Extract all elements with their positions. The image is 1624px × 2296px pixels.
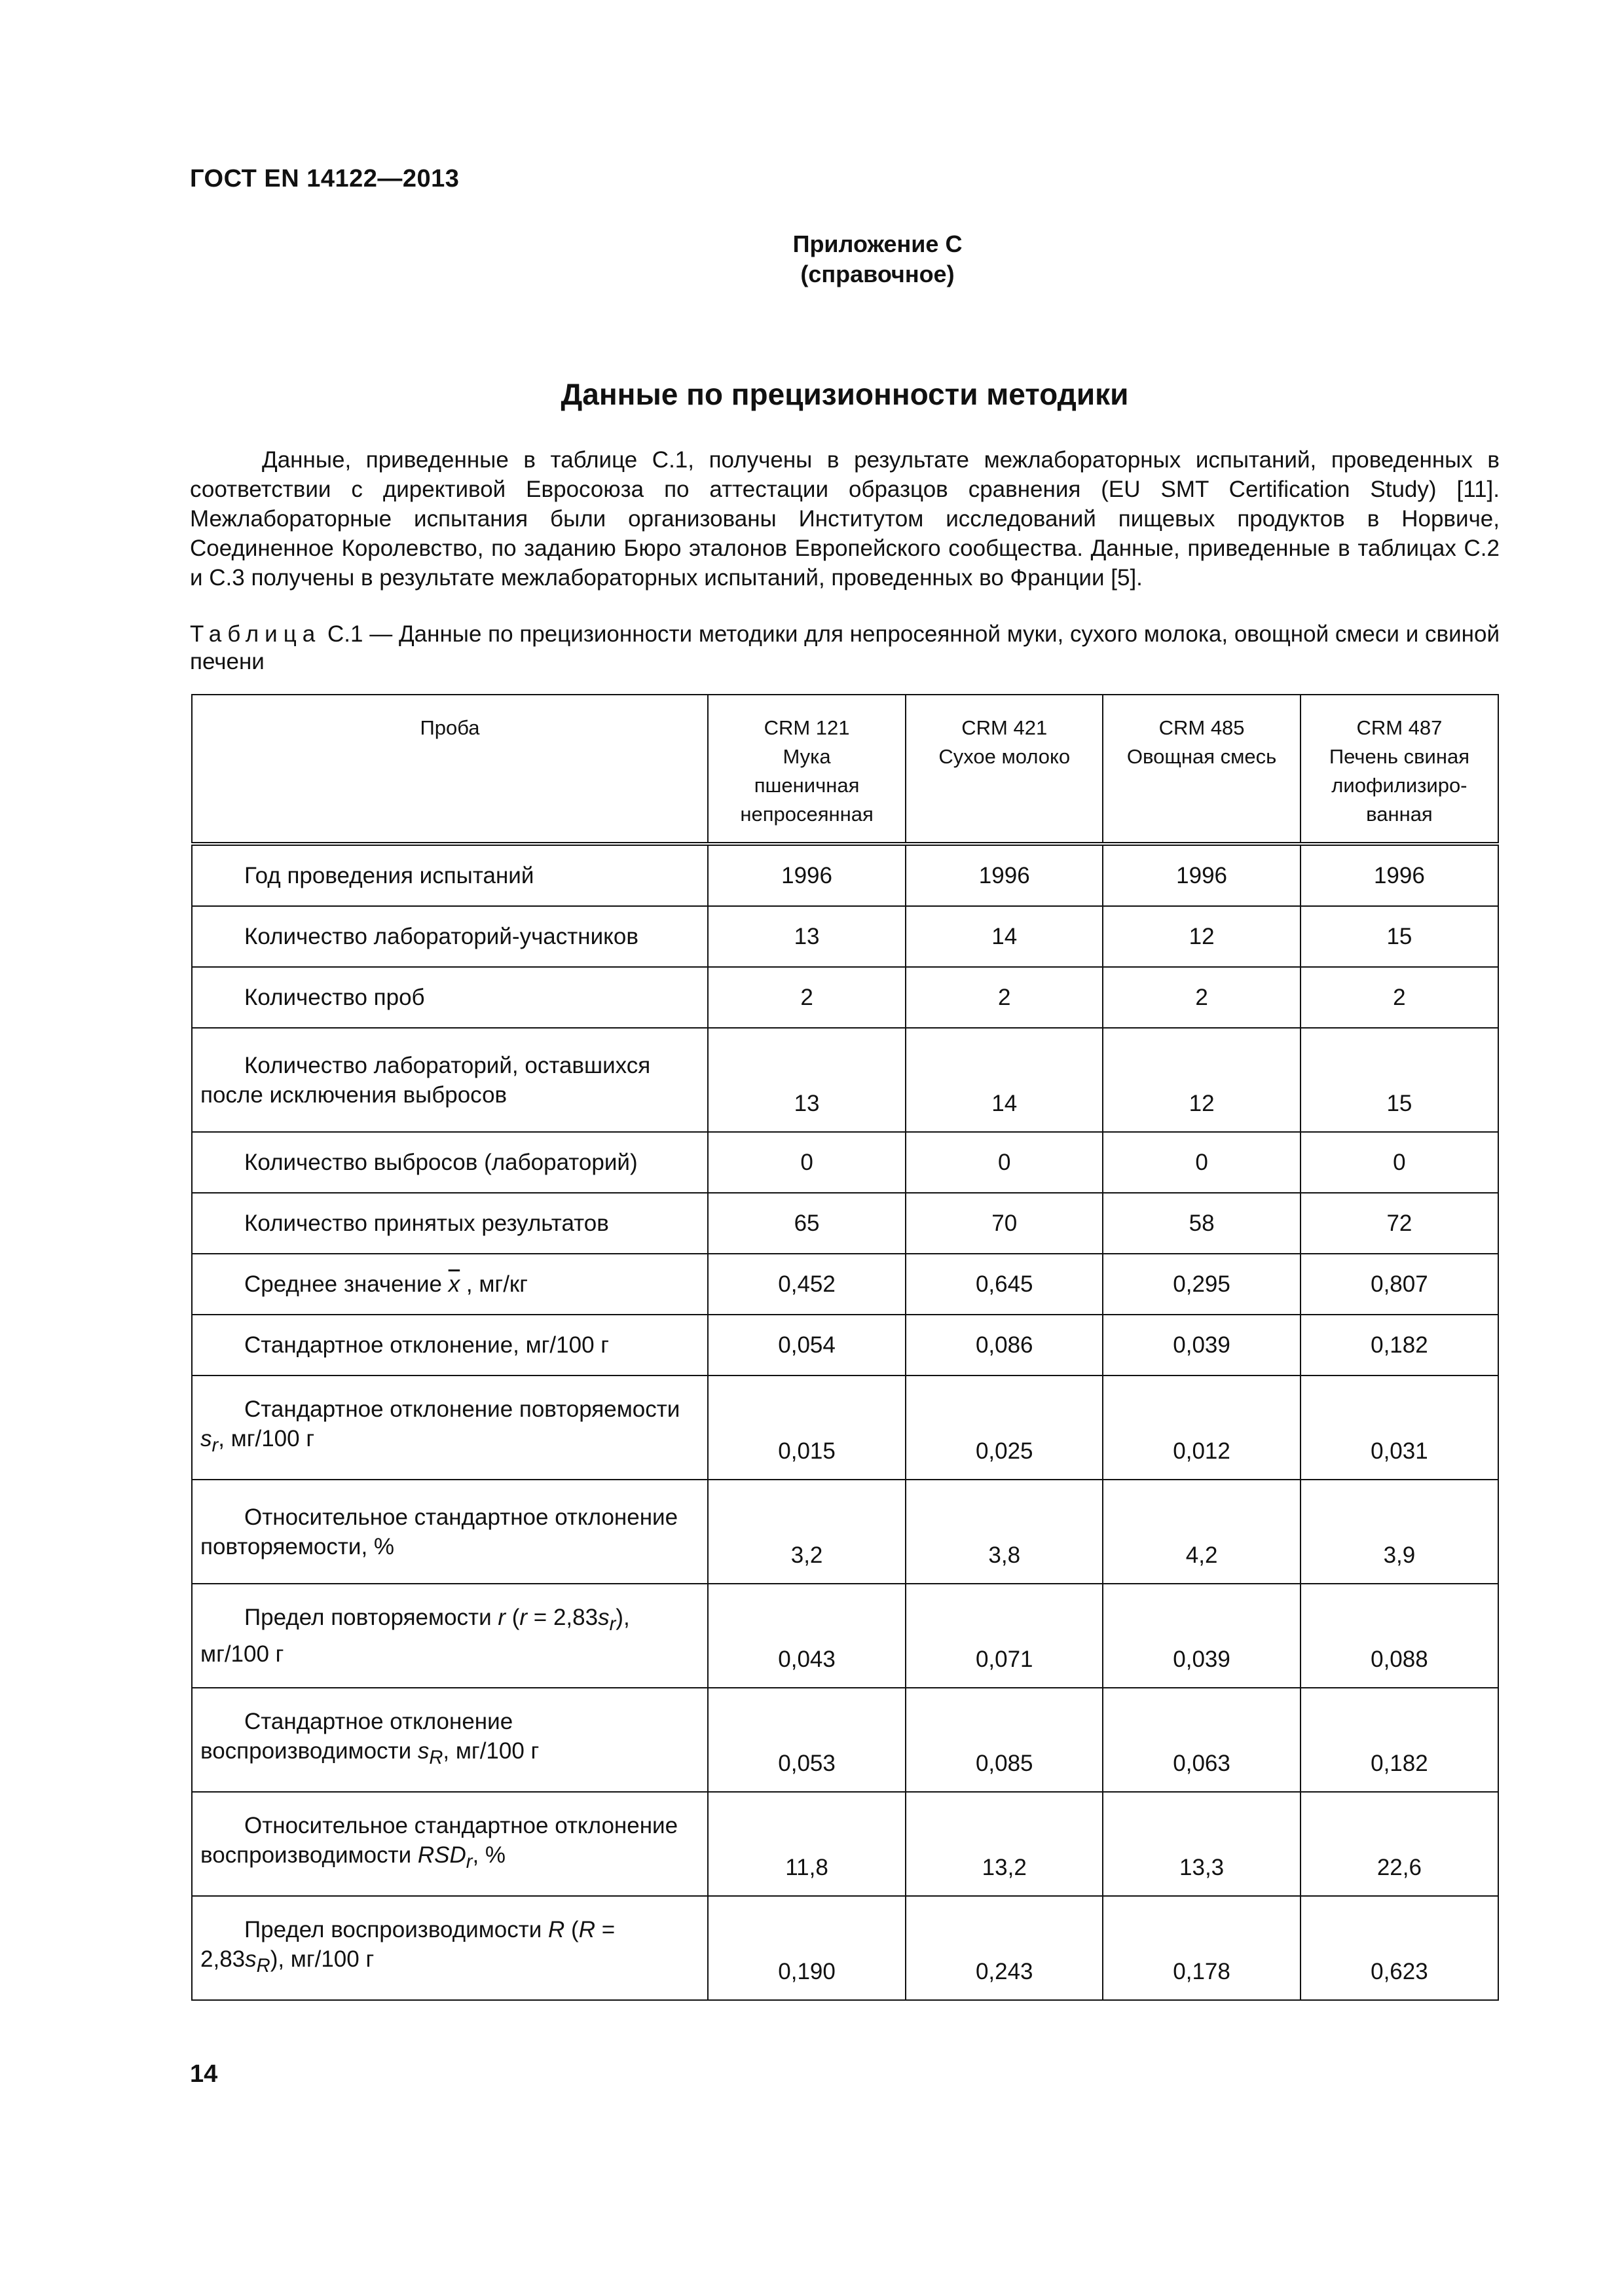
value-cell: 1996: [1301, 844, 1498, 906]
value-cell: 0: [708, 1132, 906, 1193]
value-cell: 0,039: [1103, 1315, 1300, 1376]
row-label: Относительное стандартное отклонение повторяемости, %: [192, 1480, 708, 1584]
label-text: Относительное стандартное отклонение воспроизводимости: [200, 1813, 678, 1868]
value-cell: 0,071: [906, 1584, 1103, 1688]
table-row: [192, 1896, 1498, 2000]
sample-column-header: Проба: [192, 695, 708, 844]
subscript: r: [466, 1851, 473, 1872]
row-label: [192, 1896, 708, 2000]
crm-487-code: CRM 487: [1356, 716, 1443, 739]
value-cell: 2: [1301, 967, 1498, 1028]
document-code: ГОСТ EN 14122—2013: [190, 165, 460, 192]
label-text: = 2,83: [200, 1917, 616, 1972]
crm-485-name: Овощная смесь: [1126, 745, 1277, 768]
crm-121-name-2: пшеничная: [754, 774, 860, 797]
label-text: = 2,83: [527, 1605, 599, 1630]
label-text: , мг/кг: [460, 1271, 528, 1297]
label-text: Предел воспроизводимости: [244, 1917, 549, 1942]
value-cell: 0,086: [906, 1315, 1103, 1376]
crm-121-name-3: непросеянная: [740, 803, 874, 826]
symbol: s: [200, 1426, 212, 1451]
crm-421-name: Сухое молоко: [938, 745, 1071, 768]
value-cell: 3,8: [906, 1480, 1103, 1584]
row-label: [192, 1254, 708, 1315]
table-row: [192, 1792, 1498, 1896]
value-cell: 1996: [1103, 844, 1300, 906]
value-cell: 0,063: [1103, 1688, 1300, 1792]
value-cell: 0,039: [1103, 1584, 1300, 1688]
value-cell: 0,054: [708, 1315, 906, 1376]
table-row: [192, 844, 1498, 906]
value-cell: 0,243: [906, 1896, 1103, 2000]
value-cell: 12: [1103, 1028, 1300, 1132]
table-row: [192, 906, 1498, 967]
row-label: [192, 1688, 708, 1792]
value-cell: 3,2: [708, 1480, 906, 1584]
subscript: r: [212, 1435, 219, 1456]
value-cell: 72: [1301, 1193, 1498, 1254]
section-title: Данные по прецизионности методики: [561, 377, 1129, 411]
symbol: r: [498, 1605, 506, 1630]
table-row: [192, 1688, 1498, 1792]
annex-heading: [707, 229, 1048, 289]
value-cell: 15: [1301, 1028, 1498, 1132]
crm-487-name-3: ванная: [1366, 803, 1433, 826]
crm-487-name-1: Печень свиная: [1329, 745, 1470, 768]
crm-487-name-2: лиофилизиро-: [1331, 774, 1467, 797]
value-cell: 0,085: [906, 1688, 1103, 1792]
value-cell: 13,2: [906, 1792, 1103, 1896]
crm-121-header: [708, 695, 906, 844]
value-cell: 2: [708, 967, 906, 1028]
symbol: R: [548, 1917, 565, 1942]
label-text: (: [506, 1605, 520, 1630]
row-label: Количество проб: [192, 967, 708, 1028]
value-cell: 4,2: [1103, 1480, 1300, 1584]
crm-421-code: CRM 421: [961, 716, 1048, 739]
symbol: R: [578, 1917, 595, 1942]
symbol: s: [417, 1738, 430, 1764]
row-label: [192, 1584, 708, 1688]
table-row: [192, 1315, 1498, 1376]
crm-487-header: [1301, 695, 1498, 844]
value-cell: 0: [1103, 1132, 1300, 1193]
table-caption: [190, 621, 1500, 676]
value-cell: 22,6: [1301, 1792, 1498, 1896]
crm-121-name-1: Мука: [783, 745, 831, 768]
symbol: s: [245, 1946, 257, 1972]
symbol: r: [519, 1605, 528, 1630]
label-text: Предел повторяемости: [244, 1605, 498, 1630]
annex-type: (справочное): [800, 261, 955, 287]
row-label: [192, 1376, 708, 1480]
label-text: (: [564, 1917, 579, 1942]
value-cell: 13: [708, 906, 906, 967]
value-cell: 1996: [708, 844, 906, 906]
subscript: R: [429, 1747, 443, 1768]
crm-121-code: CRM 121: [764, 716, 850, 739]
value-cell: 3,9: [1301, 1480, 1498, 1584]
value-cell: 13,3: [1103, 1792, 1300, 1896]
precision-table: [191, 694, 1499, 2001]
table-row: [192, 1376, 1498, 1480]
label-text: ), мг/100 г: [200, 1605, 630, 1667]
annex-title: Приложение С: [792, 230, 963, 257]
value-cell: 0: [906, 1132, 1103, 1193]
table-row: [192, 1254, 1498, 1315]
label-text: , %: [472, 1842, 506, 1868]
table-caption-label: Таблица: [190, 621, 322, 647]
row-label: Количество принятых результатов: [192, 1193, 708, 1254]
value-cell: 2: [1103, 967, 1300, 1028]
value-cell: 13: [708, 1028, 906, 1132]
mean-symbol: $\overline{x}$: [448, 1271, 460, 1297]
value-cell: 0: [1301, 1132, 1498, 1193]
value-cell: 0,031: [1301, 1376, 1498, 1480]
intro-paragraph: Данные, приведенные в таблице С.1, получены в результате межлабораторных испытаний, проведенных в соответствии с директивой Евросоюза по аттестации образцов сравнения (EU SMT Certification Study) [11]. Межлабораторные испытания были организованы Институтом исследований пищевых продуктов в Норвиче, Соединенное Королевство, по заданию Бюро эталонов Европейского сообщества. Данные, приведенные в таблицах С.2 и С.3 получены в результате межлабораторных испытаний, проведенных во Франции [5].: [190, 447, 1500, 591]
value-cell: 0,452: [708, 1254, 906, 1315]
value-cell: 0,295: [1103, 1254, 1300, 1315]
label-text: Стандартное отклонение повторяемости: [244, 1396, 680, 1422]
value-cell: 0,025: [906, 1376, 1103, 1480]
symbol: s: [598, 1605, 610, 1630]
value-cell: 14: [906, 906, 1103, 967]
value-cell: 58: [1103, 1193, 1300, 1254]
value-cell: 0,190: [708, 1896, 906, 2000]
value-cell: 65: [708, 1193, 906, 1254]
subscript: r: [609, 1614, 616, 1635]
row-label: Количество лабораторий, оставшихся после исключения выбросов: [192, 1028, 708, 1132]
table-row: [192, 1132, 1498, 1193]
table-row: [192, 1480, 1498, 1584]
value-cell: 0,807: [1301, 1254, 1498, 1315]
value-cell: 11,8: [708, 1792, 906, 1896]
row-label: Количество выбросов (лабораторий): [192, 1132, 708, 1193]
label-text: Среднее значение: [244, 1271, 449, 1297]
table-row: [192, 1028, 1498, 1132]
row-label: [192, 1792, 708, 1896]
value-cell: 0,182: [1301, 1315, 1498, 1376]
table-caption-text: С.1 — Данные по прецизионности методики для непросеянной муки, сухого молока, овощной смеси и свиной печени: [190, 621, 1500, 674]
row-label: Стандартное отклонение, мг/100 г: [192, 1315, 708, 1376]
label-text: Стандартное отклонение воспроизводимости: [200, 1709, 513, 1764]
value-cell: 70: [906, 1193, 1103, 1254]
crm-421-header: [906, 695, 1103, 844]
label-text: , мг/100 г: [218, 1426, 315, 1451]
value-cell: 0,623: [1301, 1896, 1498, 2000]
label-text: ), мг/100 г: [270, 1946, 375, 1972]
row-label: Количество лабораторий-участников: [192, 906, 708, 967]
value-cell: 14: [906, 1028, 1103, 1132]
value-cell: 0,015: [708, 1376, 906, 1480]
value-cell: 0,178: [1103, 1896, 1300, 2000]
symbol: RSD: [417, 1842, 466, 1868]
label-text: , мг/100 г: [443, 1738, 540, 1764]
table-row: [192, 1584, 1498, 1688]
row-label: Год проведения испытаний: [192, 844, 708, 906]
value-cell: 15: [1301, 906, 1498, 967]
value-cell: 0,043: [708, 1584, 906, 1688]
subscript: R: [256, 1956, 270, 1977]
value-cell: 0,088: [1301, 1584, 1498, 1688]
table-row: [192, 967, 1498, 1028]
value-cell: 0,053: [708, 1688, 906, 1792]
value-cell: 1996: [906, 844, 1103, 906]
value-cell: 12: [1103, 906, 1300, 967]
value-cell: 2: [906, 967, 1103, 1028]
crm-485-header: [1103, 695, 1300, 844]
table-header-row: [192, 695, 1498, 844]
crm-485-code: CRM 485: [1158, 716, 1245, 739]
page-number: 14: [190, 2060, 218, 2088]
table-row: [192, 1193, 1498, 1254]
value-cell: 0,182: [1301, 1688, 1498, 1792]
value-cell: 0,645: [906, 1254, 1103, 1315]
value-cell: 0,012: [1103, 1376, 1300, 1480]
